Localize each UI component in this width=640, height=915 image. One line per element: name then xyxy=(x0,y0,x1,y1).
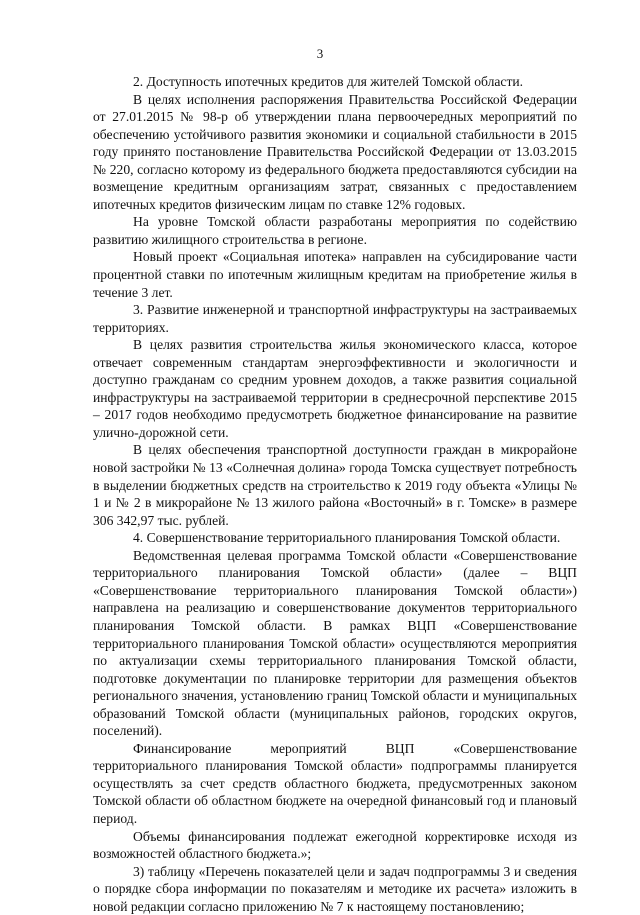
paragraph-table-amendment: 3) таблицу «Перечень показателей цели и задач подпрограммы 3 и сведения о порядке сбора информации по показателям и методике их расчета» изложить в новой редакции согласно приложению № 7 к настоящему постановлению; xyxy=(93,863,577,914)
paragraph-adjustment: Объемы финансирования подлежат ежегодной корректировке исходя из возможностей областного бюджета.»; xyxy=(93,828,577,862)
paragraph-financing: Финансирование мероприятий ВЦП «Совершенствование территориального планирования Томской области» подпрограммы планируется осуществлять за счет средств областного бюджета, предусмотренных законом Томской области об областном бюджете на очередной финансовый год и плановый период. xyxy=(93,740,577,826)
document-body xyxy=(93,73,577,915)
paragraph-social-mortgage: Новый проект «Социальная ипотека» направлен на субсидирование части процентной ставки по ипотечным жилищным кредитам на приобретение жилья в течение 3 лет. xyxy=(93,249,577,300)
paragraph-federal-subsidies: В целях исполнения распоряжения Правительства Российской Федерации от 27.01.2015 № 98-р об утверждении плана первоочередных мероприятий по обеспечению устойчивого развития экономики и социальной стабильности в 2015 году принято постановление Правительства Российской Федерации от 13.03.2015 № 220, согласно которому из федерального бюджета предоставляются субсидии на возмещение кредитным организациям затрат, связанных с предоставлением ипотечных кредитов физическим лицам по ставке 12% годовых. xyxy=(93,91,577,212)
section-heading-mortgage: 2. Доступность ипотечных кредитов для жителей Томской области. xyxy=(133,74,524,89)
paragraph-regional-measures: На уровне Томской области разработаны мероприятия по содействию развитию жилищного строительства в регионе. xyxy=(93,214,577,247)
paragraph-transport-access: В целях обеспечения транспортной доступности граждан в микрорайоне новой застройки № 13 «Солнечная долина» города Томска существует потребность в выделении бюджетных средств на строительство к 2019 году объекта «Улицы № 1 и № 2 в микрорайоне № 13 жилого района «Восточный» в г. Томске» в размере 306 342,97 тыс. рублей. xyxy=(93,442,577,528)
page-number: 3 xyxy=(316,46,324,61)
paragraph-vcp-program: Ведомственная целевая программа Томской области «Совершенствование территориального планирования Томской области» (далее – ВЦП «Совершенствование территориального планирования Томской области») направлена на реализацию и совершенствование документов территориального планирования Томской области. В рамках ВЦП «Совершенствование территориального планирования Томской области» осуществляются мероприятия по актуализации схемы территориального планирования Томской области, подготовке документации по планировке территории для размещения объектов регионального значения, установлению границ Томской области и муниципальных образований Томской области (муниципальных районов, городских округов, поселений). xyxy=(93,547,577,739)
section-heading-infrastructure: 3. Развитие инженерной и транспортной инфраструктуры на застраиваемых территориях. xyxy=(93,302,577,335)
paragraph-economy-housing: В целях развития строительства жилья экономического класса, которое отвечает современным стандартам энергоэффективности и экологичности и доступно гражданам со средним уровнем доходов, а также развития социальной инфраструктуры на застраиваемой территории в среднесрочной перспективе 2015 – 2017 годов необходимо предусмотреть бюджетное финансирование на развитие улично-дорожной сети. xyxy=(93,337,577,440)
section-heading-territorial-planning: 4. Совершенствование территориального планирования Томской области. xyxy=(133,530,561,546)
